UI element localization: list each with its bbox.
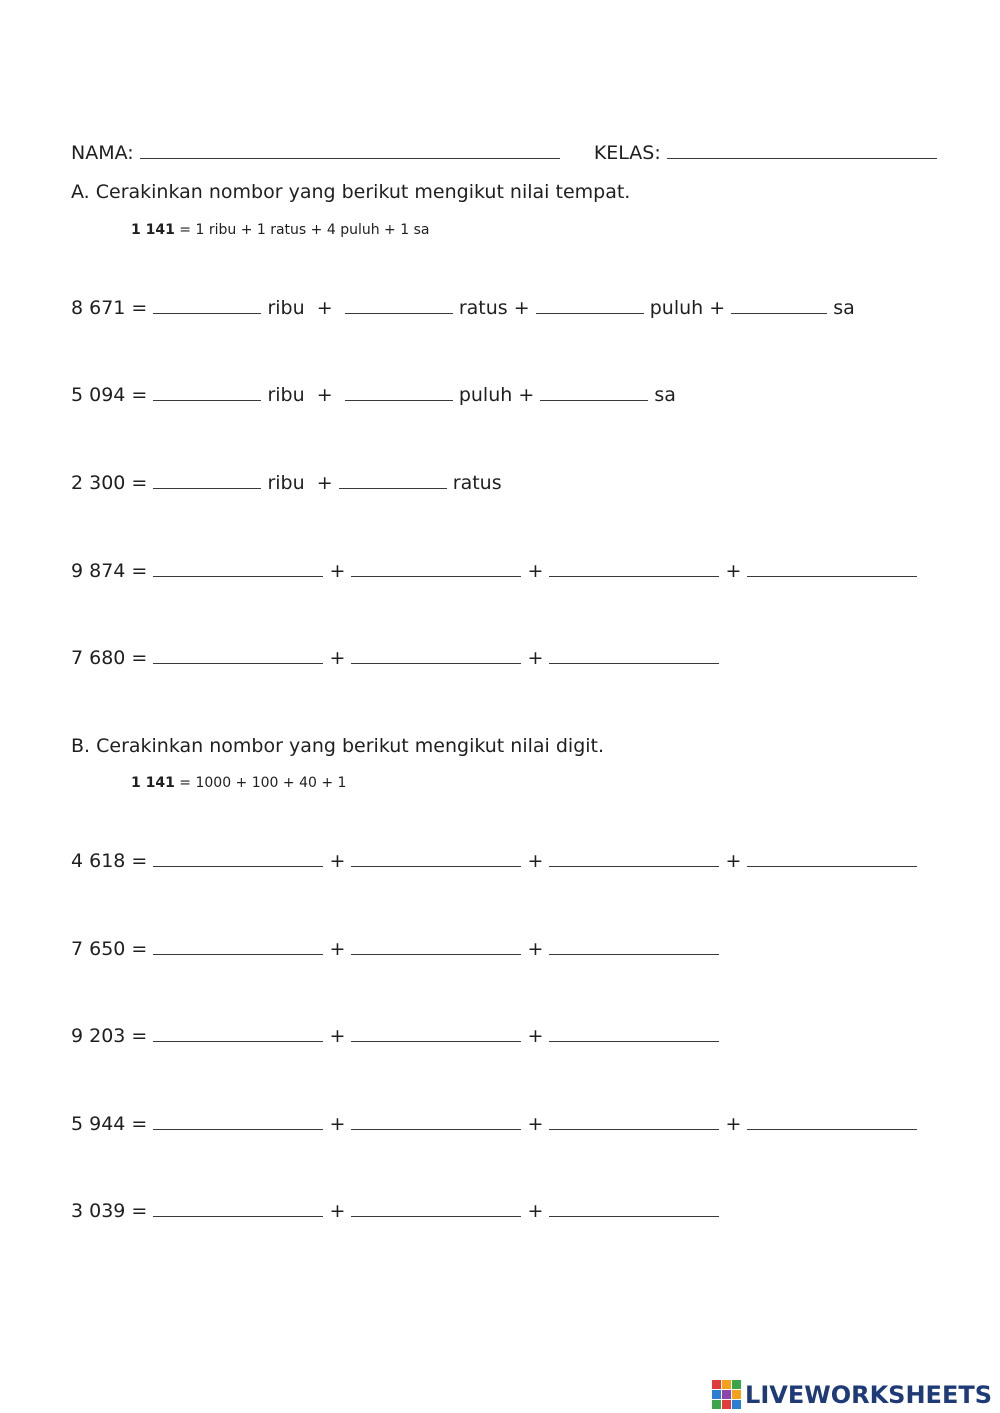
question-number: 5 944 = (71, 1113, 148, 1135)
answer-blank[interactable] (540, 384, 648, 401)
plus-sign: + (316, 384, 333, 406)
example-expansion: = 1000 + 100 + 40 + 1 (174, 775, 347, 791)
plus-sign: + (329, 850, 346, 872)
plus-sign: + (329, 938, 346, 960)
section-b-question-5 (71, 1199, 719, 1223)
unit-label: puluh + (458, 384, 535, 406)
question-number: 5 094 = (71, 384, 148, 406)
answer-blank[interactable] (153, 1025, 323, 1042)
example-expansion: = 1 ribu + 1 ratus + 4 puluh + 1 sa (174, 222, 430, 238)
plus-sign: + (527, 1113, 544, 1135)
unit-label: ribu (267, 297, 305, 319)
unit-label: ribu (267, 472, 305, 494)
section-b-question-4 (71, 1112, 917, 1136)
answer-blank[interactable] (549, 1025, 719, 1042)
plus-sign: + (329, 560, 346, 582)
answer-blank[interactable] (153, 560, 323, 577)
example-number: 1 141 (131, 775, 175, 791)
answer-blank[interactable] (351, 1113, 521, 1130)
question-number: 4 618 = (71, 850, 148, 872)
answer-blank[interactable] (345, 297, 453, 314)
plus-sign: + (329, 647, 346, 669)
unit-label: sa (833, 297, 855, 319)
answer-blank[interactable] (549, 1113, 719, 1130)
answer-blank[interactable] (153, 472, 261, 489)
question-number: 7 680 = (71, 647, 148, 669)
question-number: 9 874 = (71, 560, 148, 582)
section-b-question-2 (71, 937, 719, 961)
plus-sign: + (316, 472, 333, 494)
answer-blank[interactable] (747, 560, 917, 577)
kelas-label: KELAS: (593, 142, 661, 164)
section-b-instruction: B. Cerakinkan nombor yang berikut mengikut nilai digit. (71, 735, 605, 757)
answer-blank[interactable] (549, 560, 719, 577)
section-a-example (131, 221, 429, 239)
section-b-question-3 (71, 1024, 719, 1048)
plus-sign: + (527, 647, 544, 669)
unit-label: ribu (267, 384, 305, 406)
section-a-question-5 (71, 646, 719, 670)
section-a-question-2 (71, 383, 676, 407)
unit-label: puluh + (649, 297, 726, 319)
answer-blank[interactable] (153, 938, 323, 955)
nama-input-line[interactable] (140, 142, 560, 159)
question-number: 9 203 = (71, 1025, 148, 1047)
answer-blank[interactable] (153, 297, 261, 314)
answer-blank[interactable] (747, 1113, 917, 1130)
section-a-instruction: A. Cerakinkan nombor yang berikut mengikut nilai tempat. (71, 181, 631, 203)
plus-sign: + (329, 1113, 346, 1135)
answer-blank[interactable] (747, 850, 917, 867)
header-row (71, 141, 937, 165)
answer-blank[interactable] (351, 647, 521, 664)
answer-blank[interactable] (345, 384, 453, 401)
question-number: 7 650 = (71, 938, 148, 960)
answer-blank[interactable] (339, 472, 447, 489)
answer-blank[interactable] (549, 1200, 719, 1217)
plus-sign: + (527, 560, 544, 582)
logo-text: LIVEWORKSHEETS (745, 1380, 992, 1409)
section-a-question-3 (71, 471, 502, 495)
answer-blank[interactable] (153, 850, 323, 867)
plus-sign: + (725, 850, 742, 872)
section-b-example (131, 774, 346, 792)
plus-sign: + (527, 850, 544, 872)
plus-sign: + (316, 297, 333, 319)
question-number: 3 039 = (71, 1200, 148, 1222)
answer-blank[interactable] (549, 850, 719, 867)
plus-sign: + (329, 1025, 346, 1047)
logo-grid-icon (712, 1380, 741, 1409)
plus-sign: + (725, 560, 742, 582)
answer-blank[interactable] (153, 384, 261, 401)
answer-blank[interactable] (351, 938, 521, 955)
answer-blank[interactable] (549, 938, 719, 955)
unit-label: ratus + (458, 297, 530, 319)
kelas-input-line[interactable] (667, 142, 937, 159)
question-number: 8 671 = (71, 297, 148, 319)
plus-sign: + (527, 1200, 544, 1222)
liveworksheets-logo[interactable] (712, 1380, 992, 1409)
answer-blank[interactable] (351, 850, 521, 867)
plus-sign: + (725, 1113, 742, 1135)
plus-sign: + (527, 938, 544, 960)
example-number: 1 141 (131, 222, 175, 238)
section-a-question-1 (71, 296, 855, 320)
section-b-question-1 (71, 849, 917, 873)
nama-label: NAMA: (71, 142, 134, 164)
plus-sign: + (329, 1200, 346, 1222)
answer-blank[interactable] (351, 560, 521, 577)
question-number: 2 300 = (71, 472, 148, 494)
answer-blank[interactable] (731, 297, 827, 314)
answer-blank[interactable] (351, 1200, 521, 1217)
unit-label: ratus (452, 472, 502, 494)
answer-blank[interactable] (153, 1200, 323, 1217)
answer-blank[interactable] (153, 647, 323, 664)
section-a-question-4 (71, 559, 917, 583)
unit-label: sa (654, 384, 676, 406)
answer-blank[interactable] (549, 647, 719, 664)
answer-blank[interactable] (351, 1025, 521, 1042)
answer-blank[interactable] (153, 1113, 323, 1130)
plus-sign: + (527, 1025, 544, 1047)
answer-blank[interactable] (536, 297, 644, 314)
